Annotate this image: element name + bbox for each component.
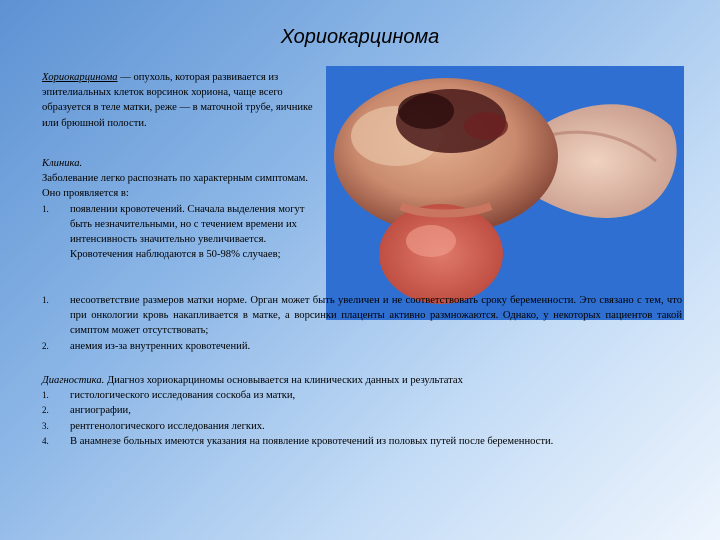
term-link: Хориокарцинома [42, 72, 118, 83]
list-item [42, 202, 327, 263]
list-number: 2. [42, 405, 49, 416]
slide-title: Хориокарцинома [280, 26, 440, 48]
list-item [42, 403, 692, 418]
intro-text: — опухоль, которая развивается из эпителиальных клеток ворсинок хориона, чаще всего образуется в теле матки, реже — в маточной трубе, яичнике или брюшной полости. [42, 72, 313, 129]
list-number: 1. [42, 295, 49, 305]
list-number: 4. [42, 435, 49, 446]
clinic-section [42, 156, 327, 262]
clinic-lead: Заболевание легко распознать по характерным симптомам. Оно проявляется в: [42, 173, 309, 200]
list-number: 3. [42, 420, 49, 431]
list-item [42, 434, 692, 449]
clinic-section-continued [42, 293, 682, 354]
list-text: появлении кровотечений. Сначала выделения могут быть незначительными, но с течением времени их интенсивность значительно увеличивается. Кровотечения наблюдаются в 50-98% случаев; [70, 203, 305, 261]
list-item [42, 419, 692, 434]
specimen-illustration [326, 66, 684, 320]
list-text: анемия из-за внутренних кровотечений. [70, 340, 251, 352]
list-text: В анамнезе больных имеются указания на появление кровотечений из половых путей после беременности. [70, 435, 554, 447]
list-text: рентгенологического исследования легких. [70, 420, 265, 432]
list-text: гистологического исследования соскоба из матки, [70, 390, 296, 402]
list-item [42, 339, 682, 354]
list-text: несоответствие размеров матки норме. Орган может быть увеличен и не соответствовать сроку беременности. Это связано с тем, что при онкологии кровь накапливается в матке, а ворсинки плаценты активно размножаются. Однако, у некоторых пациентов такой симптом может отсутствовать; [70, 295, 682, 337]
intro-paragraph [42, 70, 327, 131]
diagnostics-heading: Диагностика. [42, 375, 105, 386]
list-item [42, 388, 692, 403]
tumor-specimen-photo [326, 66, 684, 320]
list-number: 1. [42, 390, 49, 401]
list-number: 1. [42, 203, 49, 214]
diagnostics-lead-line [42, 373, 692, 388]
diagnostics-lead: Диагноз хориокарциномы основывается на клинических данных и результатах [104, 375, 463, 386]
list-item [42, 293, 682, 339]
diagnostics-section [42, 373, 692, 449]
list-text: ангиографии, [70, 405, 131, 417]
list-number: 2. [42, 340, 49, 351]
clinic-heading: Клиника. [42, 158, 83, 169]
